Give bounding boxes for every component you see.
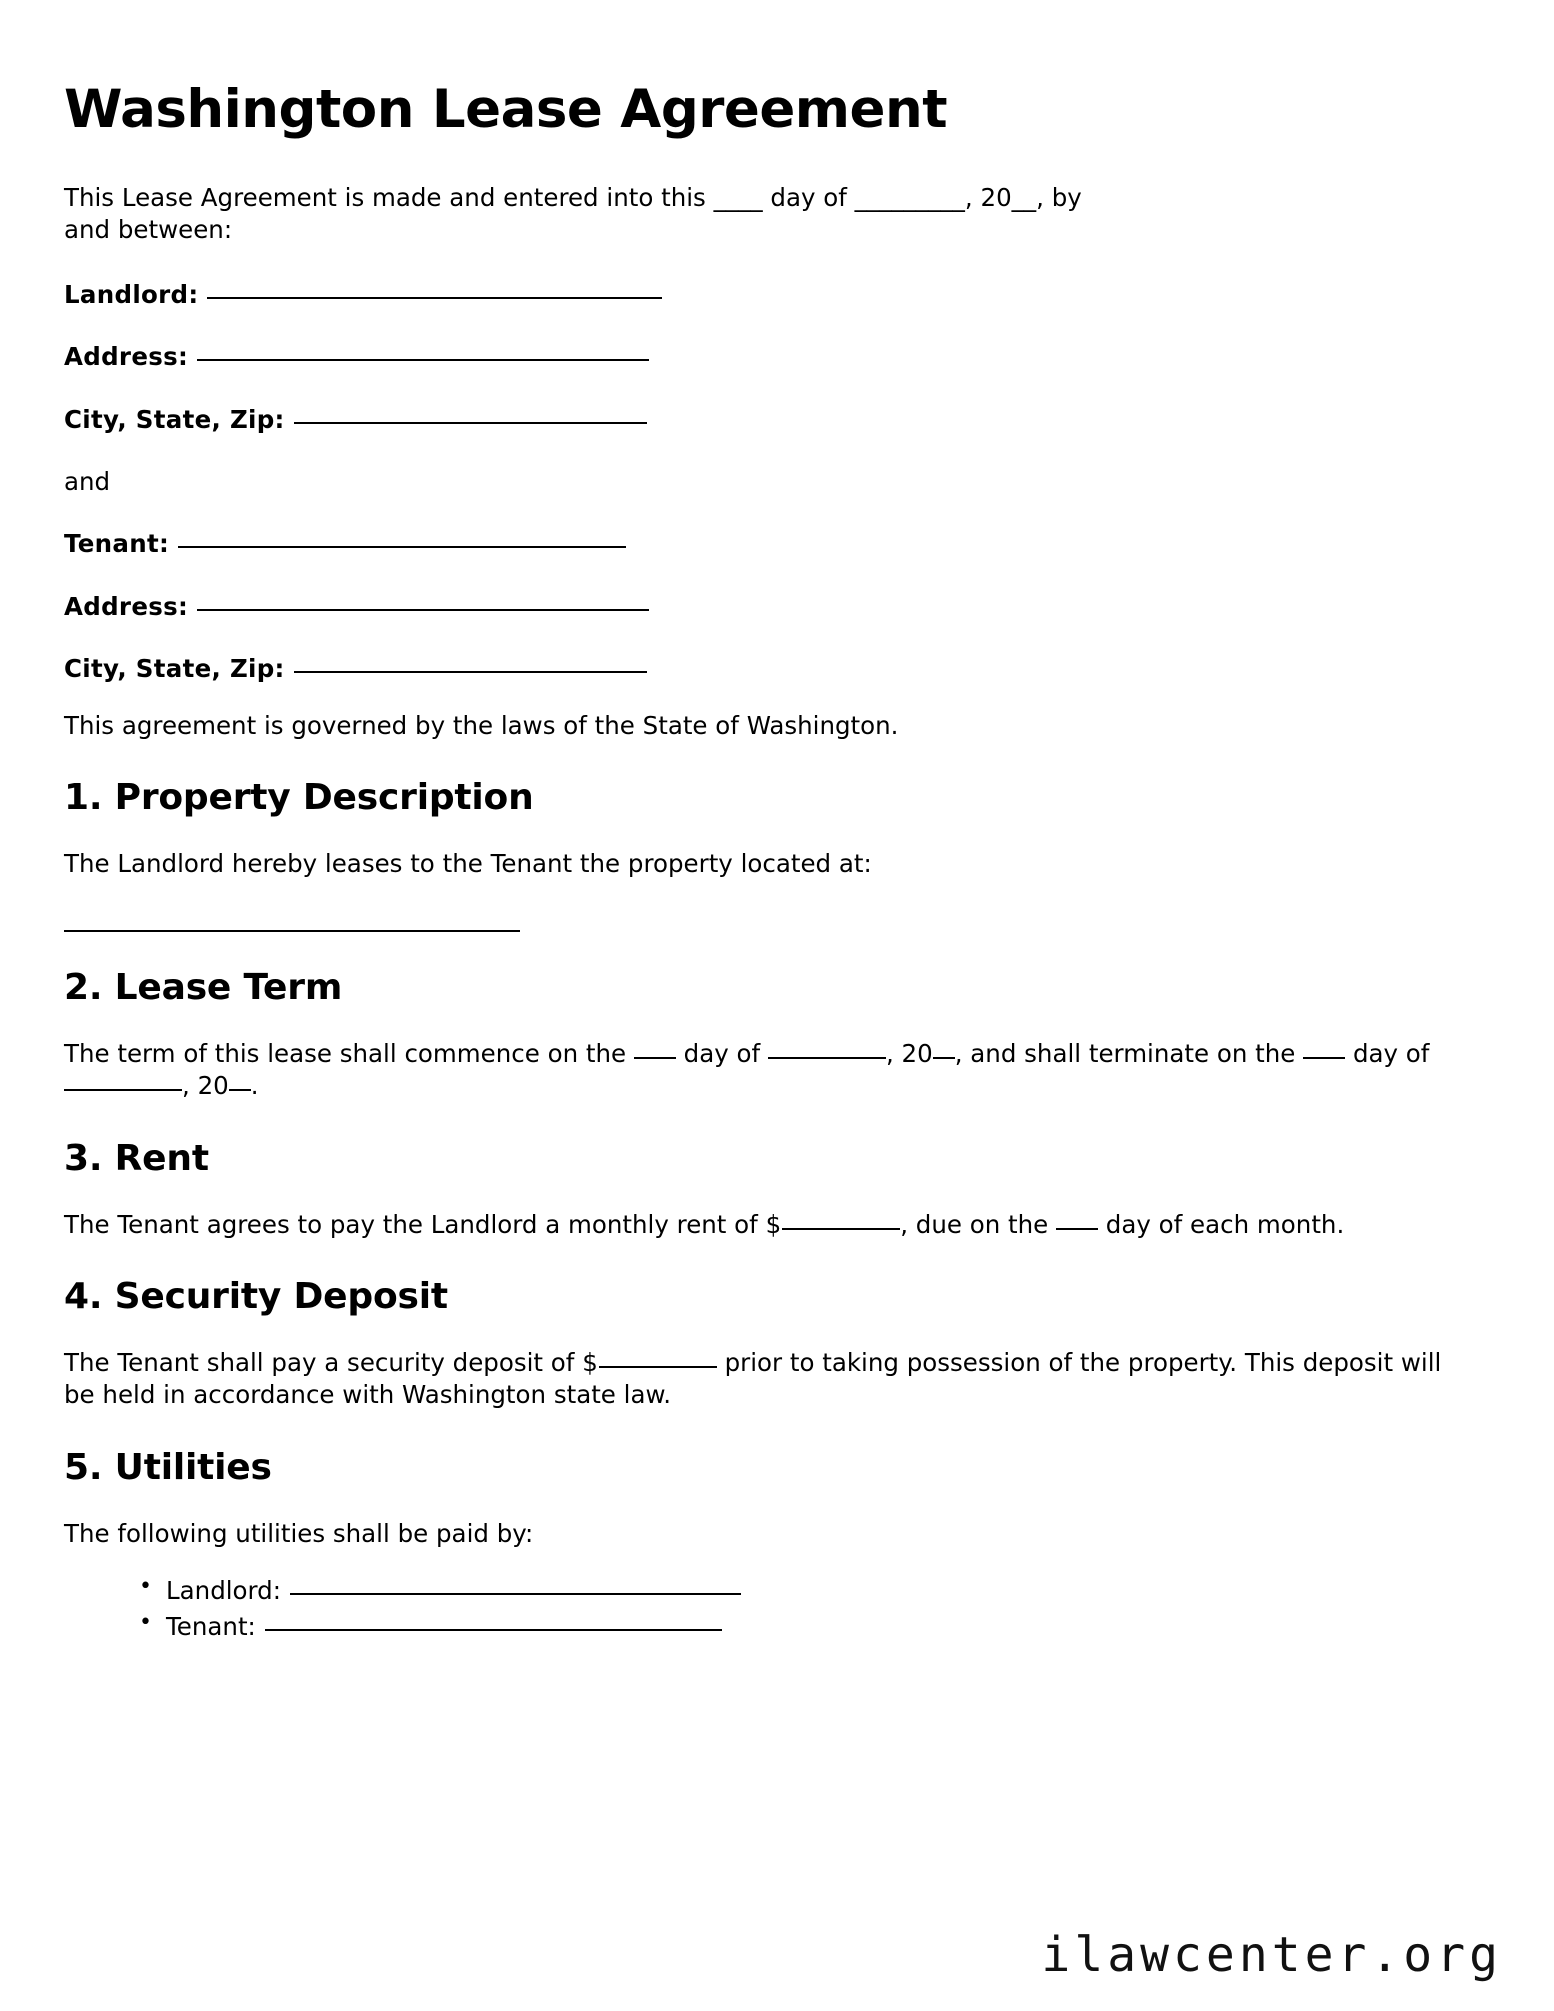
governing-law-paragraph: This agreement is governed by the laws of the State of Washington. [64,710,899,740]
tenant-name-blank[interactable] [178,546,626,548]
rent-text-1: The Tenant agrees to pay the Landlord a monthly rent of $ [64,1209,782,1239]
lease-start-year-blank[interactable] [933,1057,955,1059]
lease-end-day-blank[interactable] [1303,1057,1345,1059]
section-heading-lease-term: 2. Lease Term [64,967,343,1009]
lease-end-year-blank[interactable] [229,1089,251,1091]
tenant-address-label: Address: [64,591,189,621]
lease-term-text-7: . [250,1071,259,1101]
lease-term-text-5: day of [1345,1038,1430,1068]
tenant-city-state-zip-label: City, State, Zip: [64,654,285,684]
lease-term-text-3: , 20 [885,1038,933,1068]
intro-paragraph: This Lease Agreement is made and entered into this ____ day of _________, 20__, by and between: [64,182,1082,245]
lease-end-month-blank[interactable] [64,1089,182,1091]
landlord-address-blank[interactable] [197,359,649,361]
lease-term-text-4: , and shall terminate on the [954,1038,1304,1068]
utilities-tenant-blank[interactable] [265,1629,722,1631]
utilities-list [64,1550,1490,1646]
landlord-name-blank[interactable] [207,297,662,299]
landlord-address-label: Address: [64,342,189,372]
section-body-security-deposit [64,1317,1464,1412]
section-body-lease-term [64,1008,1464,1103]
section-heading-property-description: 1. Property Description [64,777,534,819]
deposit-text-2: prior to taking possession of the property. This deposit will be held in accordance with Washington state law. [64,1347,1442,1410]
list-item [166,1610,1490,1646]
rent-due-day-blank[interactable] [1056,1228,1098,1230]
landlord-city-state-zip-label: City, State, Zip: [64,404,285,434]
security-deposit-amount-blank[interactable] [599,1366,717,1368]
lease-term-text-2: day of [675,1038,768,1068]
section-body-property-description: The Landlord hereby leases to the Tenant the property located at: [64,848,872,878]
lease-start-month-blank[interactable] [768,1057,886,1059]
conjunction-and: and [64,466,111,496]
lease-start-day-blank[interactable] [634,1057,676,1059]
watermark: ilawcenter.org [1041,1927,1502,1983]
section-body-utilities: The following utilities shall be paid by: [64,1518,534,1548]
utilities-landlord-blank[interactable] [290,1593,741,1595]
tenant-city-state-zip-blank[interactable] [294,671,647,673]
monthly-rent-amount-blank[interactable] [782,1228,900,1230]
landlord-city-state-zip-blank[interactable] [294,422,647,424]
tenant-city-state-zip-row [64,621,1490,683]
section-body-rent [64,1179,1464,1242]
tenant-label: Tenant: [64,529,170,559]
landlord-city-state-zip-row [64,372,1490,434]
page-title: Washington Lease Agreement [64,79,948,140]
rent-text-3: day of each month. [1098,1209,1345,1239]
section-heading-utilities: 5. Utilities [64,1446,272,1488]
lease-term-text-6: , 20 [182,1071,229,1101]
utilities-tenant-label: Tenant: [166,1612,256,1642]
lease-term-text-1: The term of this lease shall commence on the [64,1038,634,1068]
landlord-address-row [64,309,1490,371]
list-item [166,1574,1490,1610]
tenant-name-row [64,496,1490,558]
utilities-landlord-label: Landlord: [166,1576,281,1606]
property-address-blank-row [64,880,1490,932]
tenant-address-row [64,559,1490,621]
section-heading-rent: 3. Rent [64,1138,209,1180]
tenant-address-blank[interactable] [197,609,649,611]
landlord-label: Landlord: [64,279,199,309]
deposit-text-1: The Tenant shall pay a security deposit of $ [64,1347,598,1377]
section-heading-security-deposit: 4. Security Deposit [64,1276,448,1318]
landlord-name-row [64,247,1490,309]
rent-text-2: , due on the [900,1209,1057,1239]
